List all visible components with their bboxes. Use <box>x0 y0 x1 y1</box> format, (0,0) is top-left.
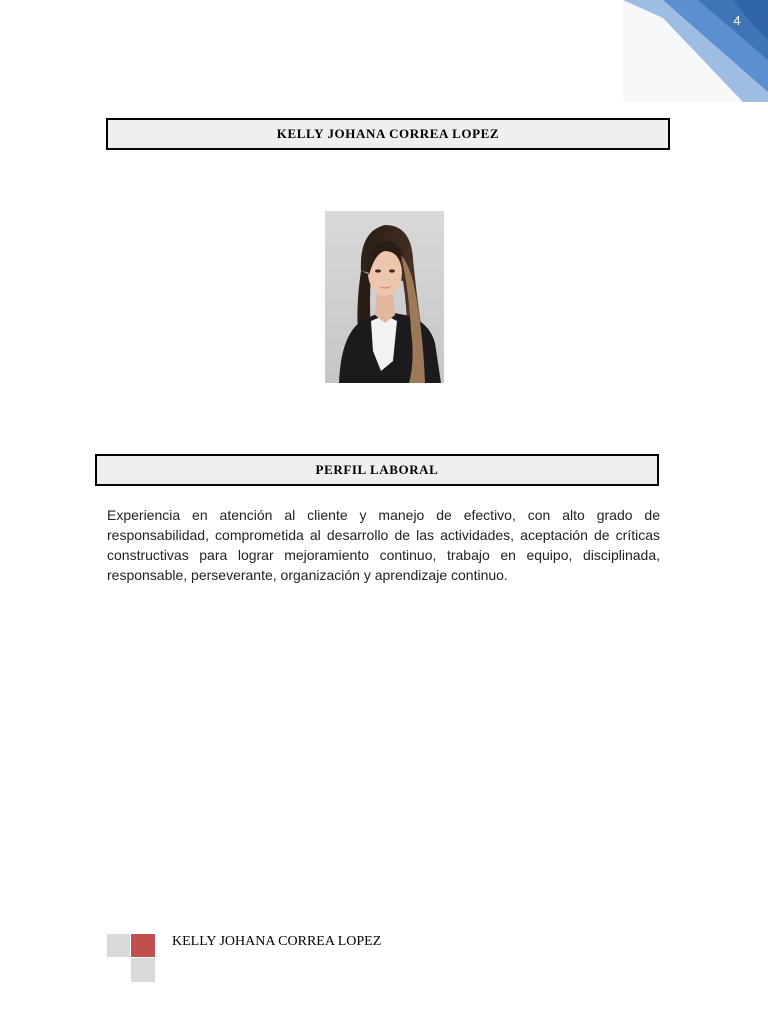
footer-squares-decoration <box>107 934 155 982</box>
profile-paragraph: Experiencia en atención al cliente y manejo de efectivo, con alto grado de responsabilidad, comprometida al desarrollo de las actividades, aceptación de críticas constructivas para lograr mejoramiento continuo, trabajo en equipo, disciplinada, responsable, perseverante, organización y aprendizaje continuo. <box>107 507 660 583</box>
name-title: KELLY JOHANA CORREA LOPEZ <box>106 118 670 150</box>
profile-photo <box>325 211 444 383</box>
section-title-perfil-laboral: PERFIL LABORAL <box>95 454 659 486</box>
footer-name: KELLY JOHANA CORREA LOPEZ <box>172 934 382 949</box>
page-number: 4 <box>733 13 741 28</box>
page-corner-decoration <box>623 0 768 102</box>
